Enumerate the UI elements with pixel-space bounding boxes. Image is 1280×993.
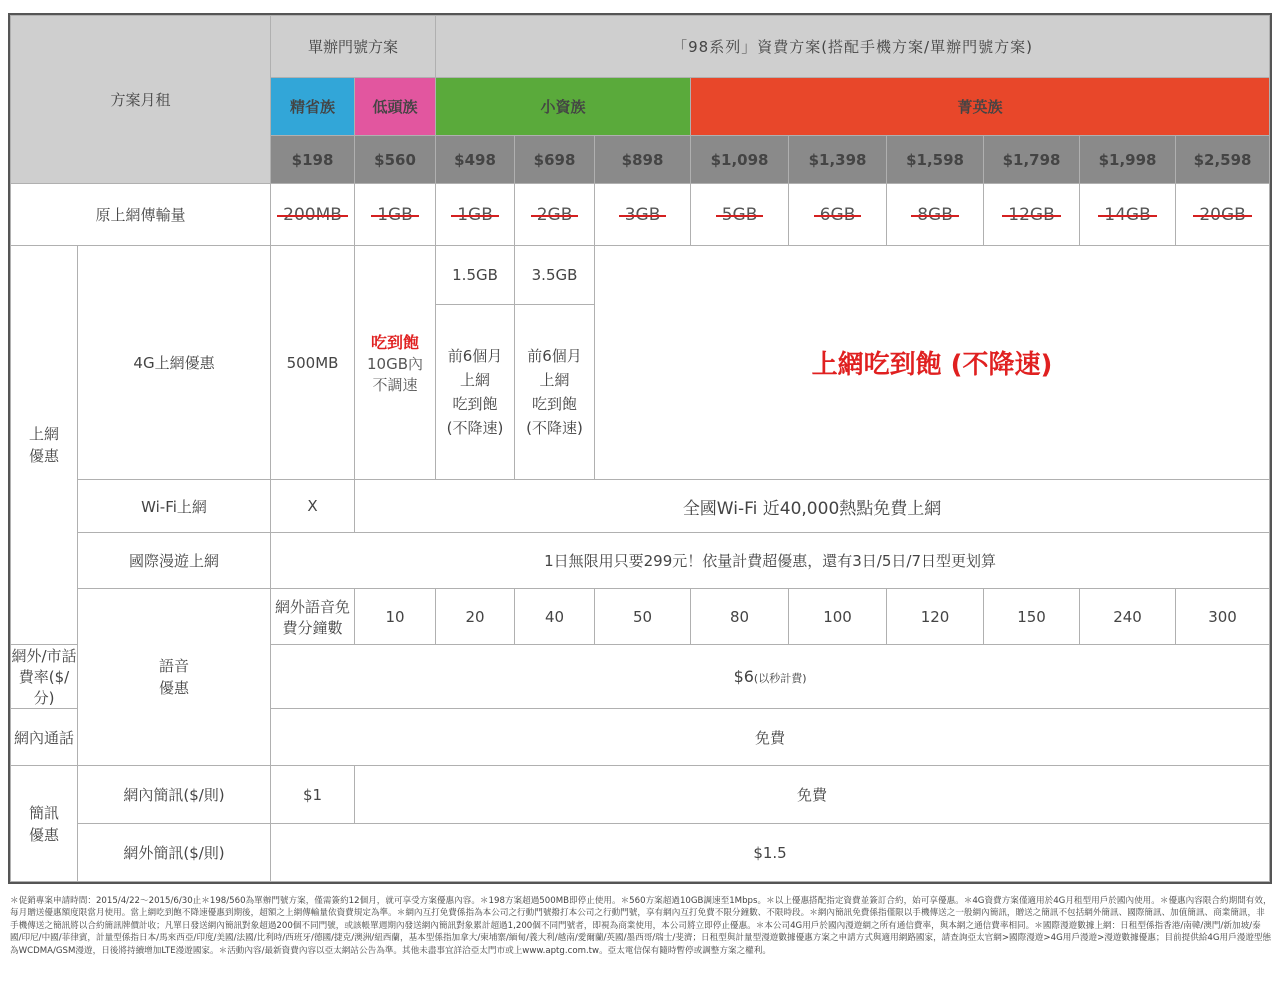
- wifi-198-value: X: [271, 480, 355, 533]
- price-cell: $1,398: [789, 136, 887, 184]
- original-data-value: 14GB: [1104, 204, 1151, 225]
- roaming-label: 國際漫遊上網: [78, 533, 271, 589]
- price-cell: $1,798: [984, 136, 1080, 184]
- original-data-value: 20GB: [1199, 204, 1246, 225]
- original-data-value: 6GB: [819, 204, 856, 225]
- single-number-header: 單辦門號方案: [271, 16, 436, 78]
- sms-onnet-label: 網內簡訊($/則): [78, 766, 271, 824]
- price-cell: $898: [595, 136, 691, 184]
- 4g-198-value: 500MB: [271, 246, 355, 480]
- footnotes: ＊促銷專案申請時間：2015/4/22～2015/6/30止＊198/560為單辦門號方案，僅需簽約12個月，就可享受方案優惠內容。＊198方案超過500MB即停止使用。＊560方案超過10GB調速至1Mbps。＊以上優惠搭配指定資費並簽訂合約，始可享優惠。＊4G資費方案僅適用於4G月租型用戶於國內使用。＊優惠內容限合約期間有效，每月贈送優惠額度限當月使用。當上網吃到飽不降速優惠到期後，超額之上網傳輸量依資費規定為準。＊網內互打免費係指為本公司之行動門號撥打本公司之行動門號，享有網內互打免費不限分鐘數、不限時段。＊網內簡訊免費係指僅限以手機傳送之一般網內簡訊，贈送之簡訊不包括網外簡訊、國際簡訊、加值簡訊、商業簡訊，非手機傳送之簡訊將以合約簡訊牌價計收；凡單日發送網內簡訊對象超過200個不同門號，或該帳單週期內發送網內簡訊對象累計超過1,200個不同門號者，即視為商業使用，本公司將立即停止優惠。＊本公司4G用戶於國內漫遊網之所有通信費率，與本網之通信費率相同。＊國際漫遊數據上網：日租型係指香港/南韓/澳門/新加坡/泰國/印尼/中國/菲律賓，計量型係指日本/馬來西亞/印度/美國/法國/比利時/西班牙/德國/捷克/澳洲/紐西蘭，基本型係指加拿大/柬埔寨/緬甸/義大利/越南/愛爾蘭/英國/墨西哥/瑞士/斐濟；日租型與計量型漫遊數據優惠方案之申請方式與適用網路國家，請查詢亞太官網>國際漫遊>4G用戶漫遊>漫遊數據優惠；目前提供給4G用戶漫遊型態為WCDMA/GSM漫遊，日後將持續增加LTE漫遊國家。＊活動內容/最新資費內容以亞太網站公告為準。其他未盡事宜詳洽亞太門市或上www.aptg.com.tw。亞太電信保有隨時暫停或調整方案之權利。: [10, 896, 1272, 956]
- original-data-row: [11, 184, 1270, 246]
- price-cell: $498: [436, 136, 515, 184]
- 4g-560-sub2: 不調速: [372, 376, 418, 394]
- price-cell: $2,598: [1176, 136, 1270, 184]
- first6-line: 前6個月: [447, 347, 503, 365]
- original-data-value: 1GB: [377, 204, 413, 225]
- group-saver: 精省族: [271, 78, 355, 136]
- rate-label: 網外/市話費率($/分): [11, 645, 78, 709]
- 4g-560-unlimited: 吃到飽: [371, 333, 420, 352]
- original-data-value: 200MB: [283, 204, 342, 225]
- sms-onnet-198: $1: [271, 766, 355, 824]
- group-budget: 小資族: [436, 78, 691, 136]
- first6-line: 吃到飽: [532, 395, 578, 413]
- series-title: 「98系列」資費方案(搭配手機方案/單辦門號方案): [436, 16, 1270, 78]
- price-cell: $698: [515, 136, 595, 184]
- original-data-value: 3GB: [624, 204, 661, 225]
- 4g-498-first6: [436, 305, 515, 480]
- first6-line: (不降速): [446, 419, 504, 437]
- 4g-560-cell: [355, 246, 436, 480]
- free-minutes-value: 10: [355, 589, 436, 645]
- free-minutes-value: 100: [789, 589, 887, 645]
- price-cell: $560: [355, 136, 436, 184]
- free-minutes-value: 20: [436, 589, 515, 645]
- price-cell: $198: [271, 136, 355, 184]
- roaming-text: 1日無限用只要299元！依量計費超優惠，還有3日/5日/7日型更划算: [271, 533, 1270, 589]
- original-data-value: 12GB: [1008, 204, 1055, 225]
- first6-line: 上網: [539, 371, 570, 389]
- plan-monthly-header: 方案月租: [11, 16, 271, 184]
- sms-offnet-label: 網外簡訊($/則): [78, 824, 271, 882]
- rate-value: $6: [733, 667, 754, 686]
- free-minutes-value: 120: [887, 589, 984, 645]
- free-minutes-value: 240: [1080, 589, 1176, 645]
- sms-onnet-value: 免費: [355, 766, 1270, 824]
- original-data-value: 2GB: [536, 204, 573, 225]
- rate-cell: [271, 645, 1270, 709]
- unlimited-cell: [595, 246, 1270, 480]
- free-minutes-value: 300: [1176, 589, 1270, 645]
- first6-line: 前6個月: [527, 347, 582, 365]
- price-cell: $1,998: [1080, 136, 1176, 184]
- free-minutes-value: 50: [595, 589, 691, 645]
- voice-category: 語音 優惠: [78, 589, 271, 766]
- 4g-560-sub1: 10GB內: [367, 355, 424, 373]
- sms-category: 簡訊 優惠: [11, 766, 78, 882]
- onnet-call-label: 網內通話: [11, 709, 78, 766]
- wifi-label: Wi-Fi上網: [78, 480, 271, 533]
- sms-offnet-value: $1.5: [271, 824, 1270, 882]
- original-data-value: 5GB: [721, 204, 758, 225]
- free-minutes-value: 150: [984, 589, 1080, 645]
- group-elite: 菁英族: [691, 78, 1270, 136]
- free-minutes-value: 40: [515, 589, 595, 645]
- first6-line: (不降速): [526, 419, 583, 437]
- free-minutes-label: 網外語音免費分鐘數: [271, 589, 355, 645]
- 4g-698-top: 3.5GB: [515, 246, 595, 305]
- unlimited-text: 上網吃到飽 (不降速): [811, 350, 1053, 380]
- original-data-label: 原上網傳輸量: [11, 184, 271, 246]
- 4g-498-top: 1.5GB: [436, 246, 515, 305]
- onnet-call-value: 免費: [271, 709, 1270, 766]
- internet-category: 上網 優惠: [11, 246, 78, 645]
- rate-note: (以秒計費): [753, 672, 807, 685]
- first6-line: 上網: [460, 371, 491, 389]
- 4g-698-first6: [515, 305, 595, 480]
- free-minutes-value: 80: [691, 589, 789, 645]
- free-minutes-row: [11, 589, 1270, 645]
- plan-table: [10, 15, 1270, 882]
- price-cell: $1,598: [887, 136, 984, 184]
- wifi-rest-value: 全國Wi-Fi 近40,000熱點免費上網: [355, 480, 1270, 533]
- original-data-value: 1GB: [457, 204, 493, 225]
- original-data-value: 8GB: [917, 204, 953, 225]
- price-cell: $1,098: [691, 136, 789, 184]
- first6-line: 吃到飽: [452, 395, 498, 413]
- group-heads-down: 低頭族: [355, 78, 436, 136]
- 4g-label: 4G上網優惠: [78, 246, 271, 480]
